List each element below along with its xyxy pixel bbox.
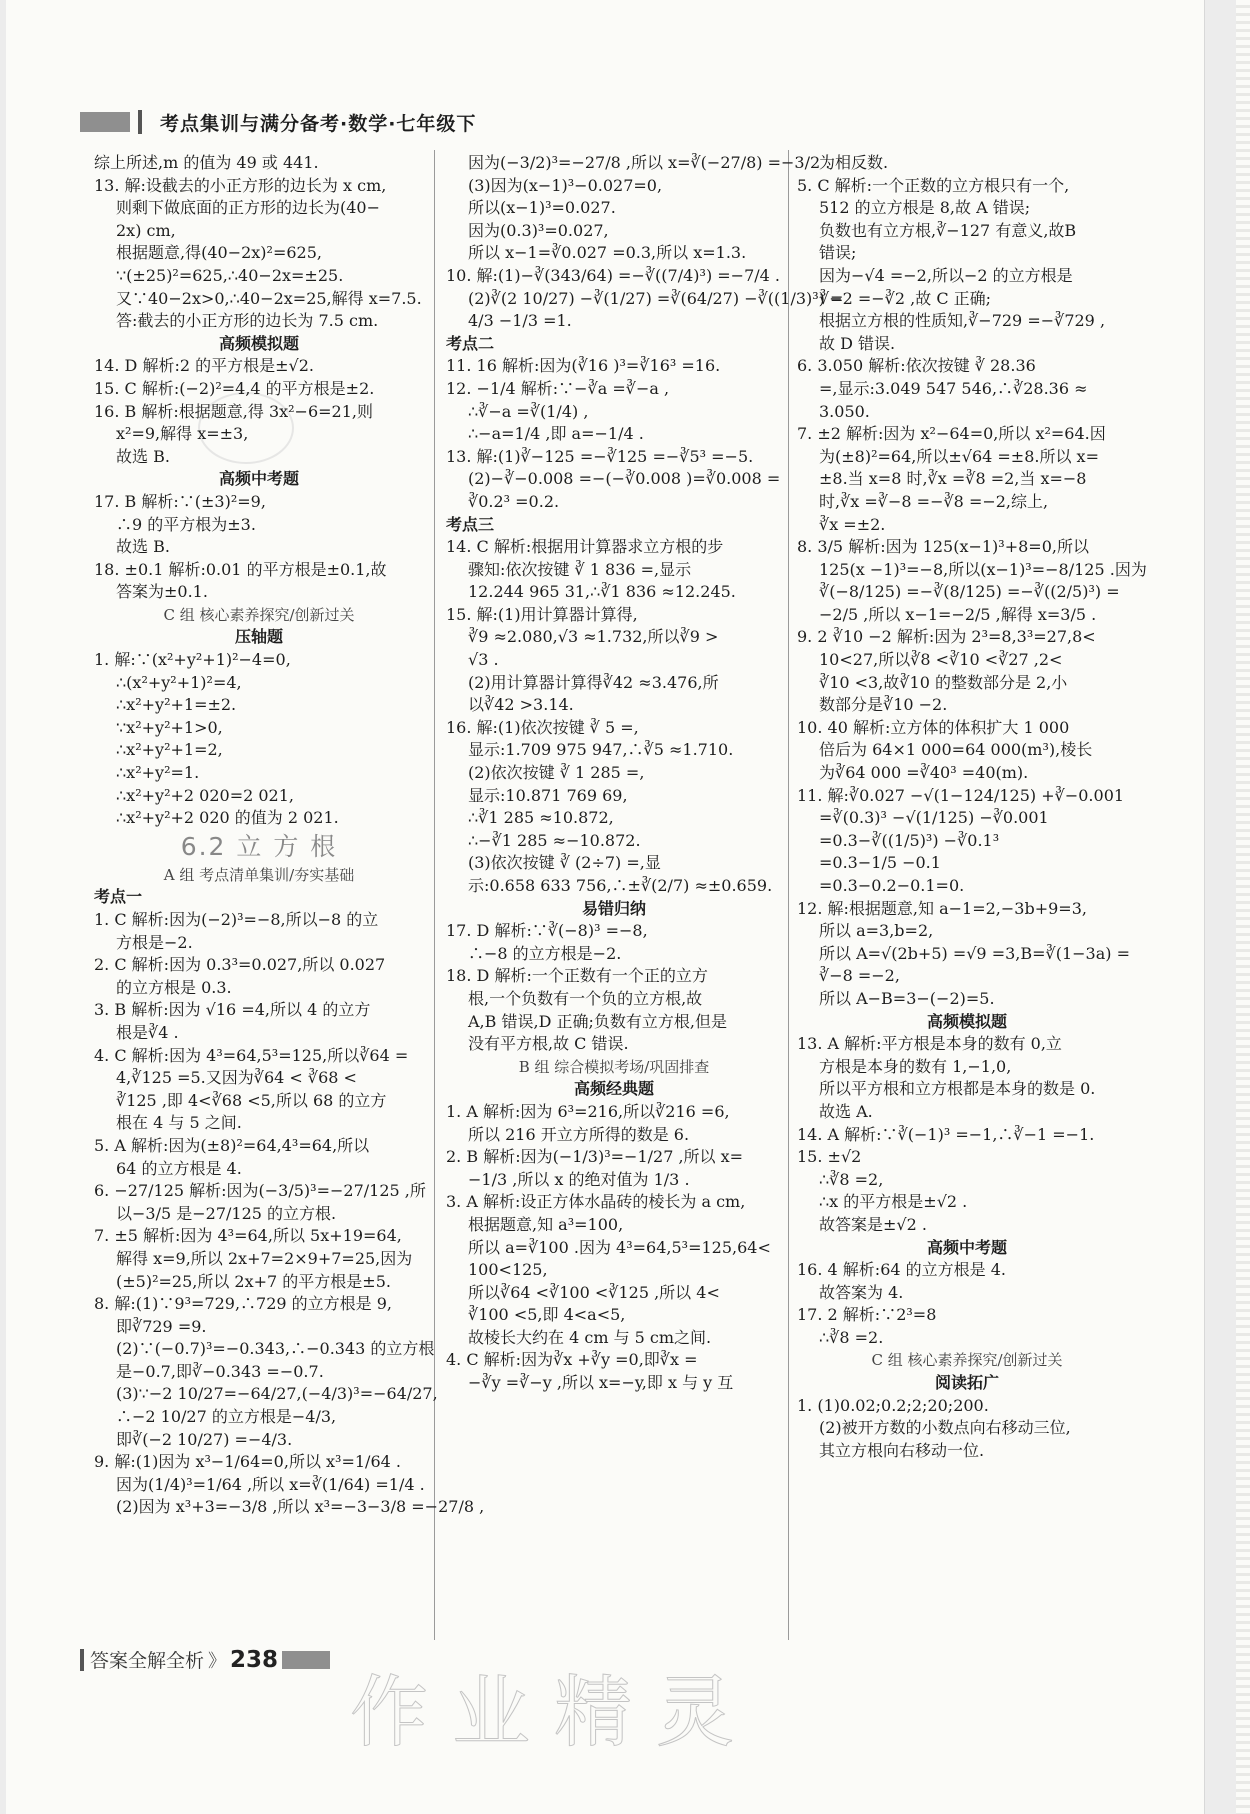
answer-line: (2)被开方数的小数点向右移动三位,	[819, 1418, 1071, 1438]
section-heading: 高频中考题	[926, 1237, 1007, 1257]
answer-line: (3)因为(x−1)³−0.027=0,	[468, 175, 663, 195]
answer-line: 示:0.658 633 756,∴±∛(2/7) ≈±0.659.	[468, 876, 773, 895]
answer-line: ∴−a=1/4 ,即 a=−1/4 .	[468, 424, 644, 444]
answer-line: (2)∛(2 10/27) −∛(1/27) =∛(64/27) −∛((1/3)³) =	[468, 288, 844, 308]
answer-line: 因为(1/4)³=1/64 ,所以 x=∛(1/64) =1/4 .	[116, 1474, 425, 1494]
answer-line: 14. C 解析:根据用计算器求立方根的步	[446, 537, 724, 557]
answer-line: =0.3−0.2−0.1=0.	[819, 876, 965, 895]
answer-line: 根在 4 与 5 之间.	[116, 1113, 242, 1133]
answer-line: 故答案是±√2 .	[819, 1214, 927, 1234]
answer-line: 4. C 解析:因为 4³=64,5³=125,所以∛64 =	[94, 1045, 409, 1065]
answer-line: 所以 A−B=3−(−2)=5.	[819, 988, 995, 1008]
answer-line: ∛100 <5,即 4<a<5,	[468, 1305, 626, 1325]
answer-line: √3 .	[468, 650, 499, 670]
answer-line: ∛0.2³ =0.2.	[468, 491, 560, 511]
answer-line: 10. 解:(1)−∛(343/64) =−∛((7/4)³) =−7/4 .	[446, 265, 781, 285]
answer-line: ∛−2 =−∛2 ,故 C 正确;	[819, 288, 992, 308]
answer-line: 故 D 错误.	[819, 333, 896, 353]
answer-line: 所以∛64 <∛100 <∛125 ,所以 4<	[468, 1282, 720, 1302]
answer-line: 2. B 解析:因为(−1/3)³=−1/27 ,所以 x=	[446, 1147, 744, 1167]
answer-line: 5. C 解析:一个正数的立方根只有一个,	[797, 175, 1070, 195]
answer-line: 为相反数.	[819, 153, 889, 172]
book-title: 考点集训与满分备考·数学·七年级下	[160, 112, 477, 135]
answer-line: =∛(0.3)³ −√(1/125) −∛0.001	[819, 808, 1049, 828]
answer-line: 100<125,	[468, 1260, 548, 1280]
answer-line: (2)用计算器计算得∛42 ≈3.476,所	[468, 672, 719, 692]
answer-line: ∴−∛1 285 ≈−10.872.	[468, 830, 641, 850]
answer-line: ∛9 ≈2.080,√3 ≈1.732,所以∛9 >	[468, 627, 719, 647]
section-heading: 压轴题	[234, 627, 283, 647]
answer-line: ∴∛8 =2.	[819, 1327, 884, 1347]
answer-line: 15. 解:(1)用计算器计算得,	[446, 604, 638, 624]
group-heading: B 组 综合模拟考场/巩固排查	[518, 1057, 710, 1076]
answer-line: ∴x²+y²+1=2,	[116, 740, 223, 760]
answer-line: 11. 解:∛0.027 −√(1−124/125) +∛−0.001	[797, 785, 1125, 805]
answer-line: 17. B 解析:∵(±3)²=9,	[94, 491, 266, 511]
answer-line: 即∛729 =9.	[116, 1316, 207, 1336]
footer-label: 答案全解全析	[90, 1650, 205, 1672]
answer-line: 15. C 解析:(−2)²=4,4 的平方根是±2.	[94, 378, 375, 398]
answer-line: ∛125 ,即 4<∛68 <5,所以 68 的立方	[116, 1090, 387, 1110]
section-heading: 考点三	[446, 514, 495, 534]
group-heading: C 组 核心素养探究/创新过关	[871, 1351, 1063, 1370]
answer-line: ∴x²+y²+2 020=2 021,	[116, 785, 294, 805]
answer-line: 7. ±5 解析:因为 4³=64,所以 5x+19=64,	[94, 1226, 402, 1246]
answer-line: 所以(x−1)³=0.027.	[468, 198, 616, 218]
answer-line: 12.244 965 31,∴∛1 836 ≈12.245.	[468, 582, 736, 602]
torn-edge	[1236, 0, 1250, 1814]
answer-line: (2)∵(−0.7)³=−0.343,∴−0.343 的立方根	[116, 1339, 435, 1359]
column-divider	[434, 150, 435, 1640]
answer-line: 16. B 解析:根据题意,得 3x²−6=21,则	[94, 401, 373, 421]
answer-line: 3. A 解析:设正方体水晶砖的棱长为 a cm,	[446, 1192, 746, 1212]
answer-line: 因为(0.3)³=0.027,	[468, 220, 609, 240]
answer-line: ∴−8 的立方根是−2.	[468, 943, 622, 963]
answer-line: 14. D 解析:2 的平方根是±√2.	[94, 356, 314, 376]
answer-line: 负数也有立方根,∛−127 有意义,故B	[819, 220, 1077, 240]
answer-line: ∛−8 =−2,	[819, 966, 900, 986]
answer-line: 3.050.	[819, 401, 870, 421]
page-footer	[80, 1646, 330, 1673]
answer-line: −∛y =∛−y ,所以 x=−y,即 x 与 y 互	[468, 1373, 734, 1393]
chevron-right-icon: 》	[208, 1650, 227, 1672]
answer-line: 以∛42 >3.14.	[468, 695, 574, 715]
answer-line: 即∛(−2 10/27) =−4/3.	[116, 1429, 293, 1449]
answer-line: 11. 16 解析:因为(∛16 )³=∛16³ =16.	[446, 356, 721, 376]
answer-line: 又∵40−2x>0,∴40−2x=25,解得 x=7.5.	[116, 288, 422, 308]
section-heading: 6.2 立 方 根	[180, 831, 338, 861]
watermark: 作业精灵	[350, 1668, 759, 1758]
answer-line: 10<27,所以∛8 <∛10 <∛27 ,2<	[819, 650, 1063, 670]
answer-line: ∴(x²+y²+1)²=4,	[116, 672, 242, 692]
answer-line: 18. D 解析:一个正数有一个正的立方	[446, 966, 708, 986]
answer-line: 故选 B.	[116, 446, 170, 466]
footer-block	[282, 1651, 330, 1669]
answer-line: 8. 3/5 解析:因为 125(x−1)³+8=0,所以	[797, 537, 1089, 557]
answer-line: 为∛64 000 =∛40³ =40(m).	[819, 763, 1029, 783]
answer-line: ∛10 <3,故∛10 的整数部分是 2,小	[819, 672, 1068, 692]
answer-line: 骤知:依次按键 ∛ 1 836 =,显示	[468, 559, 692, 579]
answer-line: 4,∛125 =5.又因为∛64 < ∛68 <	[116, 1068, 357, 1088]
answer-line: 根据立方根的性质知,∛−729 =−∛729 ,	[819, 311, 1106, 331]
answer-line: 故选 A.	[819, 1101, 873, 1121]
answer-line: 13. 解:设截去的小正方形的边长为 x cm,	[94, 175, 387, 195]
answer-line: (2)依次按键 ∛ 1 285 =,	[468, 763, 645, 783]
section-heading: 易错归纳	[581, 898, 646, 918]
header-block	[80, 112, 130, 132]
answer-line: 其立方根向右移动一位.	[819, 1440, 985, 1460]
answer-line: 时,∛x =∛−8 =−∛8 =−2,综上,	[819, 491, 1049, 511]
answer-line: ∛x =±2.	[819, 514, 886, 534]
answer-line: 所以 216 开立方所得的数是 6.	[468, 1124, 690, 1144]
answer-line: ∵(±25)²=625,∴40−2x=±25.	[116, 265, 344, 285]
answer-line: 没有平方根,故 C 错误.	[468, 1034, 629, 1054]
answer-line: 是−0.7,即∛−0.343 =−0.7.	[116, 1361, 324, 1381]
answer-line: 12. 解:根据题意,知 a−1=2,−3b+9=3,	[797, 898, 1087, 918]
answer-line: 1. 解:∵(x²+y²+1)²−4=0,	[94, 650, 291, 670]
answer-line: 1. (1)0.02;0.2;2;20;200.	[797, 1395, 989, 1415]
answer-line: ∴∛1 285 ≈10.872,	[468, 808, 614, 828]
answer-line: 2. C 解析:因为 0.3³=0.027,所以 0.027	[94, 955, 386, 975]
answer-line: 4/3 −1/3 =1.	[468, 311, 572, 331]
section-heading: 阅读拓广	[934, 1373, 999, 1393]
answer-line: 解得 x=9,所以 2x+7=2×9+7=25,因为	[116, 1248, 413, 1268]
answer-line: 18. ±0.1 解析:0.01 的平方根是±0.1,故	[94, 559, 387, 579]
answer-column-right	[797, 152, 1147, 1462]
answer-line: 显示:10.871 769 69,	[468, 785, 628, 805]
answer-line: −1/3 ,所以 x 的绝对值为 1/3 .	[468, 1169, 690, 1189]
answer-line: 故答案为 4.	[819, 1282, 904, 1302]
answer-line: ∴−2 10/27 的立方根是−4/3,	[116, 1407, 337, 1427]
section-heading: 高频模拟题	[926, 1011, 1007, 1031]
answer-line: 答:截去的小正方形的边长为 7.5 cm.	[116, 311, 379, 331]
answer-line: 13. A 解析:平方根是本身的数有 0,立	[797, 1034, 1062, 1054]
page-header	[80, 108, 476, 136]
answer-line: −2/5 ,所以 x−1=−2/5 ,解得 x=3/5 .	[819, 604, 1097, 624]
answer-line: 64 的立方根是 4.	[116, 1158, 242, 1178]
answer-line: 显示:1.709 975 947,∴∛5 ≈1.710.	[468, 740, 734, 760]
answer-line: ∴x²+y²+2 020 的值为 2 021.	[116, 808, 339, 828]
answer-line: 故选 B.	[116, 537, 170, 557]
answer-line: x²=9,解得 x=±3,	[116, 424, 249, 444]
answer-line: 16. 解:(1)依次按键 ∛ 5 =,	[446, 717, 639, 737]
section-heading: 高频中考题	[218, 469, 299, 489]
section-heading: 高频经典题	[573, 1079, 654, 1099]
answer-line: 9. 解:(1)因为 x³−1/64=0,所以 x³=1/64 .	[94, 1452, 401, 1472]
answer-line: =,显示:3.049 547 546,∴∛28.36 ≈	[819, 378, 1088, 398]
answer-line: 512 的立方根是 8,故 A 错误;	[819, 198, 1031, 218]
answer-line: 所以 a=∛100 .因为 4³=64,5³=125,64<	[468, 1237, 771, 1257]
answer-line: (3)依次按键 ∛ (2÷7) =,显	[468, 853, 661, 873]
answer-line: 所以 a=3,b=2,	[819, 921, 934, 941]
answer-line: 方根是−2.	[116, 932, 193, 952]
answer-line: 错误;	[819, 243, 857, 263]
answer-line: 14. A 解析:∵∛(−1)³ =−1,∴∛−1 =−1.	[797, 1124, 1095, 1144]
answer-line: 则剩下做底面的正方形的边长为(40−	[116, 198, 381, 218]
answer-line: 12. −1/4 解析:∵−∛a =∛−a ,	[446, 378, 670, 398]
answer-line: 故棱长大约在 4 cm 与 5 cm之间.	[468, 1327, 712, 1347]
answer-line: 以−3/5 是−27/125 的立方根.	[116, 1203, 337, 1223]
answer-line: 2x) cm,	[116, 220, 176, 240]
answer-line: 3. B 解析:因为 √16 =4,所以 4 的立方	[94, 1000, 371, 1020]
answer-line: ∴∛8 =2,	[819, 1169, 884, 1189]
answer-line: ±8.当 x=8 时,∛x =∛8 =2,当 x=−8	[819, 469, 1087, 489]
answer-line: ∴∛−a =∛(1/4) ,	[468, 401, 589, 421]
answer-line: =0.3−1/5 −0.1	[819, 853, 941, 873]
answer-line: 综上所述,m 的值为 49 或 441.	[94, 153, 319, 172]
answer-line: 根,一个负数有一个负的立方根,故	[468, 988, 703, 1008]
answer-line: 9. 2 ∛10 −2 解析:因为 2³=8,3³=27,8<	[797, 627, 1096, 647]
page-number: 238	[230, 1646, 279, 1673]
answer-line: 10. 40 解析:立方体的体积扩大 1 000	[797, 717, 1070, 737]
answer-line: 17. D 解析:∵∛(−8)³ =−8,	[446, 921, 648, 941]
answer-line: 4. C 解析:因为∛x +∛y =0,即∛x =	[446, 1350, 698, 1370]
answer-line: 13. 解:(1)∛−125 =−∛125 =−∛5³ =−5.	[446, 446, 754, 466]
section-heading: 考点一	[94, 887, 143, 907]
section-heading: 高频模拟题	[218, 333, 299, 353]
group-heading: C 组 核心素养探究/创新过关	[163, 605, 355, 624]
answer-line: =0.3−∛((1/5)³) −∛0.1³	[819, 830, 1000, 850]
answer-line: ∴x²+y²=1.	[116, 763, 200, 783]
section-heading: 考点二	[446, 333, 495, 353]
answer-line: 1. C 解析:因为(−2)³=−8,所以−8 的立	[94, 910, 379, 929]
answer-line: (2)因为 x³+3=−3/8 ,所以 x³=−3−3/8 =−27/8 ,	[116, 1497, 485, 1517]
answer-line: 数部分是∛10 −2.	[819, 695, 948, 715]
answer-line: 6. 3.050 解析:依次按键 ∛ 28.36	[797, 356, 1036, 376]
answer-line: 6. −27/125 解析:因为(−3/5)³=−27/125 ,所	[94, 1181, 426, 1201]
answer-line: ∴9 的平方根为±3.	[116, 514, 256, 534]
answer-line: 125(x −1)³=−8,所以(x−1)³=−8/125 .因为	[819, 559, 1147, 579]
answer-line: 5. A 解析:因为(±8)²=64,4³=64,所以	[94, 1135, 370, 1155]
answer-line: 答案为±0.1.	[116, 582, 208, 602]
group-heading: A 组 考点清单集训/夯实基础	[163, 865, 355, 884]
answer-line: 倍后为 64×1 000=64 000(m³),棱长	[819, 740, 1093, 760]
answer-line: ∛(−8/125) =−∛(8/125) =−∛((2/5)³) =	[819, 582, 1120, 602]
answer-line: (±5)²=25,所以 2x+7 的平方根是±5.	[116, 1271, 391, 1291]
answer-line: 为(±8)²=64,所以±√64 =±8.所以 x=	[819, 446, 1099, 466]
answer-line: 因为−√4 =−2,所以−2 的立方根是	[819, 265, 1073, 285]
answer-line: ∵x²+y²+1>0,	[116, 717, 223, 737]
answer-line: (3)∵−2 10/27=−64/27,(−4/3)³=−64/27,	[116, 1384, 438, 1404]
answer-line: 15. ±√2	[797, 1147, 862, 1167]
answer-line: 所以 x−1=∛0.027 =0.3,所以 x=1.3.	[468, 243, 747, 263]
answer-line: 根是∛4 .	[116, 1022, 179, 1042]
answer-line: 所以 A=√(2b+5) =√9 =3,B=∛(1−3a) =	[819, 943, 1131, 963]
answer-line: 8. 解:(1)∵9³=729,∴729 的立方根是 9,	[94, 1294, 393, 1314]
answer-line: ∴x²+y²+1=±2.	[116, 695, 237, 715]
answer-line: ∴x 的平方根是±√2 .	[819, 1192, 968, 1212]
answer-line: 根据题意,得(40−2x)²=625,	[116, 243, 322, 263]
answer-line: 根据题意,知 a³=100,	[468, 1214, 624, 1234]
header-bar	[138, 110, 142, 134]
answer-line: 1. A 解析:因为 6³=216,所以∛216 =6,	[446, 1101, 730, 1121]
answer-line: 所以平方根和立方根都是本身的数是 0.	[819, 1079, 1096, 1099]
answer-line: 方根是本身的数有 1,−1,0,	[819, 1056, 1012, 1076]
column-divider	[788, 150, 789, 1640]
answer-line: 的立方根是 0.3.	[116, 977, 232, 997]
answer-line: 因为(−3/2)³=−27/8 ,所以 x=∛(−27/8) =−3/2 .	[468, 153, 831, 172]
footer-bar	[80, 1649, 84, 1671]
answer-line: (2)−∛−0.008 =−(−∛0.008 )=∛0.008 =	[468, 469, 781, 489]
answer-line: 7. ±2 解析:因为 x²−64=0,所以 x²=64.因	[797, 424, 1106, 444]
answer-line: 17. 2 解析:∵2³=8	[797, 1305, 937, 1325]
answer-line: A,B 错误,D 正确;负数有立方根,但是	[468, 1011, 727, 1031]
answer-line: 16. 4 解析:64 的立方根是 4.	[797, 1260, 1006, 1280]
